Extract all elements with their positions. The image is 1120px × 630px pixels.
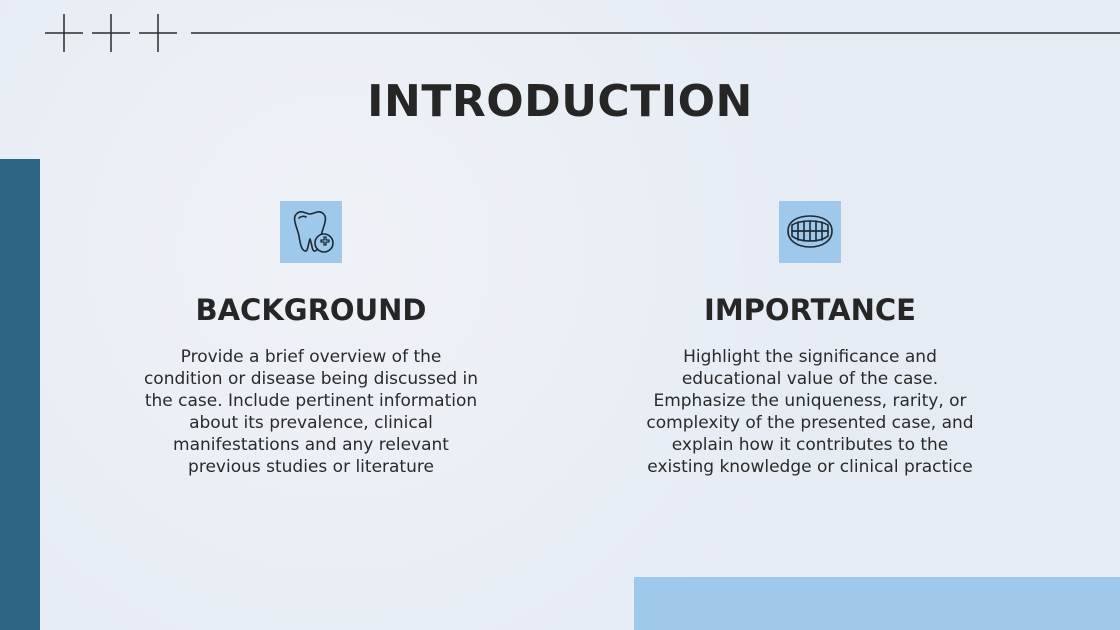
teeth-smile-icon xyxy=(779,201,841,263)
bottom-accent-block xyxy=(634,577,1120,630)
tooth-plus-icon xyxy=(280,201,342,263)
importance-heading: IMPORTANCE xyxy=(704,293,916,327)
background-column xyxy=(141,201,481,478)
slide-title: INTRODUCTION xyxy=(367,76,753,127)
importance-column xyxy=(640,201,980,478)
decorative-plus-lines xyxy=(40,10,1120,60)
importance-text: Highlight the significance and educational value of the case. Emphasize the uniqueness, rarity, or complexity of the presented case, and explain how it contributes to the existing knowledge or clinical practice xyxy=(646,346,974,477)
background-heading: BACKGROUND xyxy=(195,293,427,327)
left-accent-bar xyxy=(0,159,40,630)
background-text: Provide a brief overview of the condition or disease being discussed in the case. Include pertinent information about its prevalence, clinical manifestations and any relevant previous studies or literature xyxy=(143,346,479,477)
